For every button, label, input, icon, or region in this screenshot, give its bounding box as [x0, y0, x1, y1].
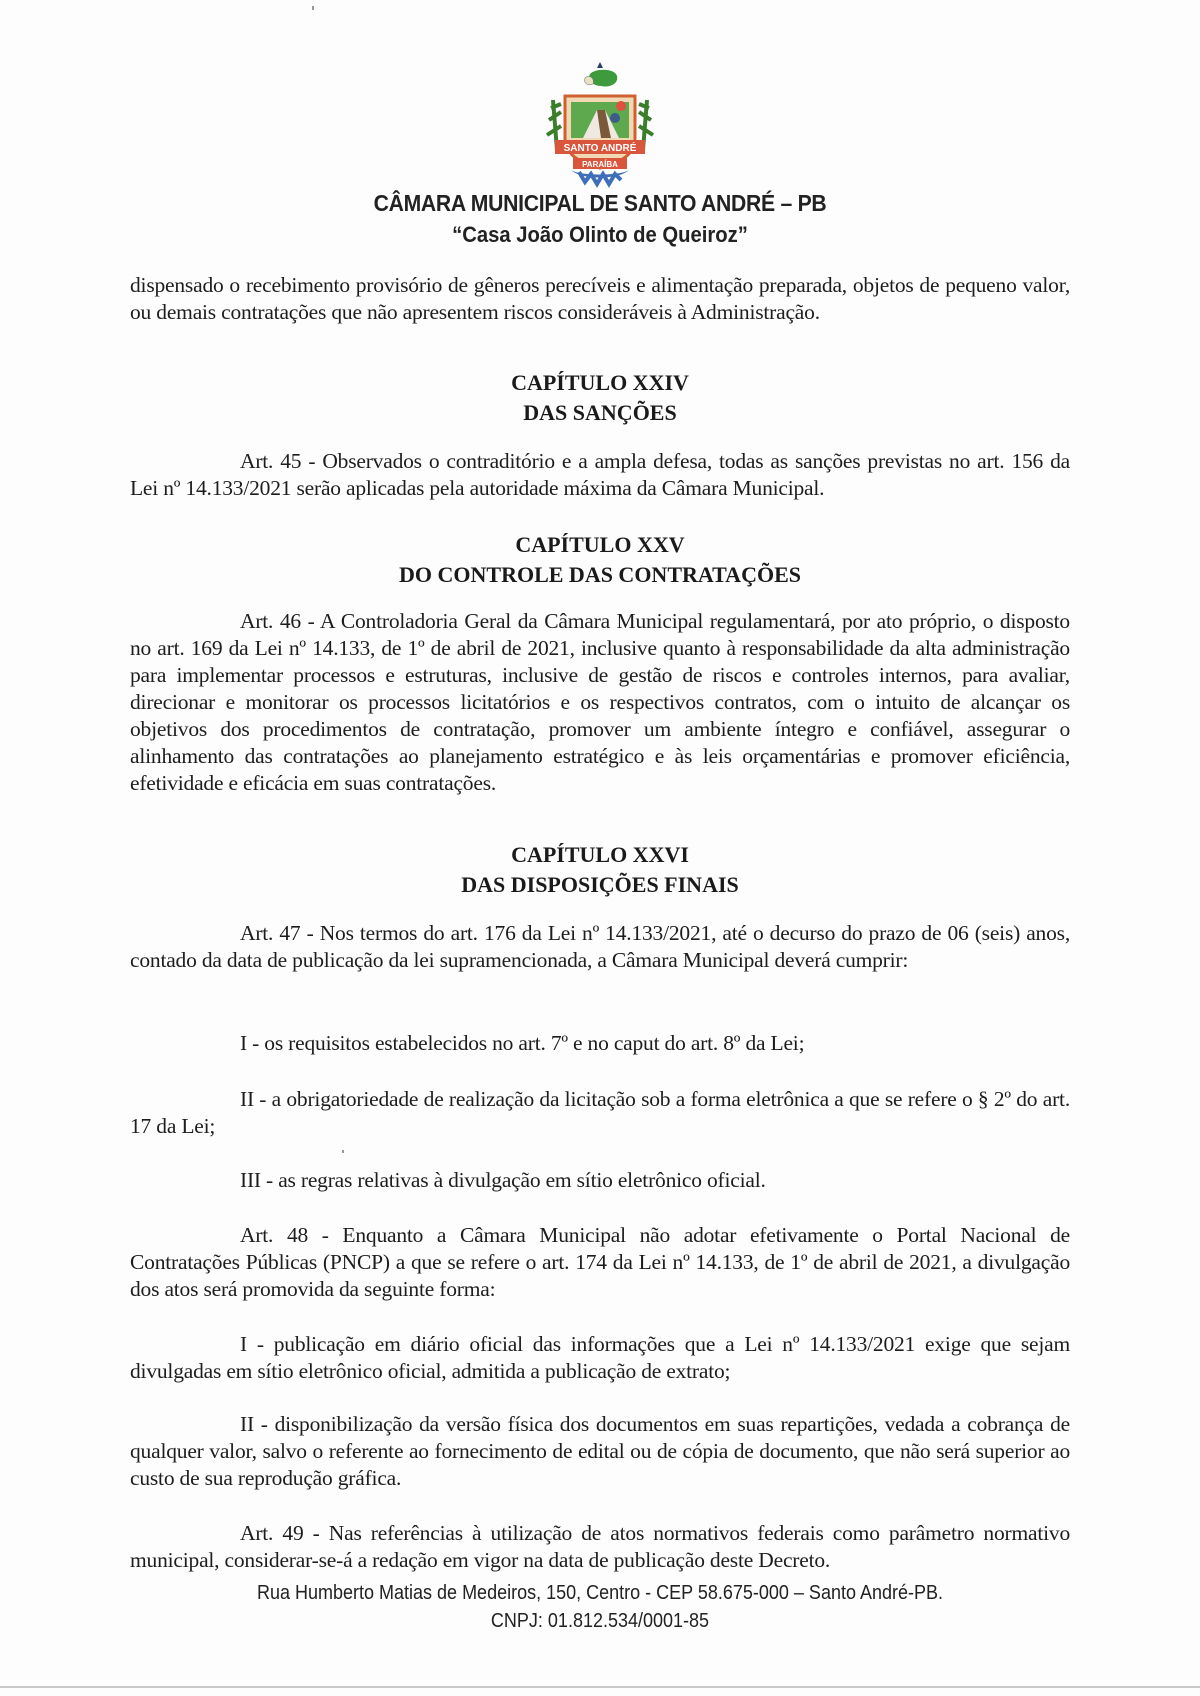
chapter-number: CAPÍTULO XXIV: [511, 370, 689, 395]
article-47: Art. 47 - Nos termos do art. 176 da Lei nº 14.133/2021, até o decurso do prazo de 06 (seis) anos, contado da data de publicação da lei supramencionada, a Câmara Municipal deverá cumprir:: [130, 921, 1070, 972]
institution-subtitle: “Casa João Olinto de Queiroz”: [452, 222, 748, 247]
institution-title: CÂMARA MUNICIPAL DE SANTO ANDRÉ – PB: [373, 190, 827, 216]
footer-cnpj: CNPJ: 01.812.534/0001-85: [490, 1610, 710, 1632]
chapter-heading: [0, 368, 1200, 428]
chapter-heading: [0, 530, 1200, 590]
article-47-item-ii: II - a obrigatoriedade de realização da licitação sob a forma eletrônica a que se refere o § 2º do art. 17 da Lei;: [130, 1087, 1070, 1138]
article-48-item-i: I - publicação em diário oficial das informações que a Lei nº 14.133/2021 exige que sejam divulgadas em sítio eletrônico oficial, admitida a publicação de extrato;: [130, 1332, 1070, 1383]
municipal-coat-of-arms-logo: [535, 60, 665, 190]
crest-banner-text: SANTO ANDRÉ: [563, 143, 637, 154]
chapter-heading: [0, 840, 1200, 900]
page-bottom-edge: [0, 1686, 1200, 1688]
article-45: Art. 45 - Observados o contraditório e a ampla defesa, todas as sanções previstas no art. 156 da Lei nº 14.133/2021 serão aplicadas pela autoridade máxima da Câmara Municipal.: [130, 449, 1070, 500]
article-48-item-ii: II - disponibilização da versão física dos documentos em suas repartições, vedada a cobrança de qualquer valor, salvo o referente ao fornecimento de edital ou de cópia de documento, que não será superior ao custo de sua reprodução gráfica.: [130, 1412, 1070, 1490]
article-46: Art. 46 - A Controladoria Geral da Câmara Municipal regulamentará, por ato próprio, o disposto no art. 169 da Lei nº 14.133, de 1º de abril de 2021, inclusive quanto à responsabilidade da alta administração para implementar processos e estruturas, inclusive de gestão de riscos e controles internos, para avaliar, direcionar e monitorar os processos licitatórios e os respectivos contratos, com o intuito de alcançar os objetivos dos procedimentos de contratação, promover um ambiente íntegro e confiável, assegurar o alinhamento das contratações ao planejamento estratégico e às leis orçamentárias e promover eficiência, efetividade e eficácia em suas contratações.: [130, 609, 1070, 795]
article-49: Art. 49 - Nas referências à utilização de atos normativos federais como parâmetro normativo municipal, considerar-se-á a redação em vigor na data de publicação deste Decreto.: [130, 1521, 1070, 1572]
article-48: Art. 48 - Enquanto a Câmara Municipal não adotar efetivamente o Portal Nacional de Contratações Públicas (PNCP) a que se refere o art. 174 da Lei nº 14.133, de 1º de abril de 2021, a divulgação dos atos será promovida da seguinte forma:: [130, 1223, 1070, 1301]
crest-state-text: PARAÍBA: [582, 160, 618, 169]
chapter-number: CAPÍTULO XXV: [515, 532, 685, 557]
scan-speck: [312, 6, 314, 10]
chapter-title: DAS SANÇÕES: [523, 400, 677, 425]
footer-address: Rua Humberto Matias de Medeiros, 150, Centro - CEP 58.675-000 – Santo André-PB.: [256, 1582, 944, 1604]
intro-paragraph: dispensado o recebimento provisório de gêneros perecíveis e alimentação preparada, objetos de pequeno valor, ou demais contratações que não apresentem riscos consideráveis à Administração.: [130, 273, 1070, 324]
chapter-title: DO CONTROLE DAS CONTRATAÇÕES: [399, 562, 801, 587]
article-47-item-iii: III - as regras relativas à divulgação em sítio eletrônico oficial.: [240, 1168, 766, 1192]
chapter-title: DAS DISPOSIÇÕES FINAIS: [461, 872, 739, 897]
scan-speck: [342, 1150, 344, 1153]
article-47-item-i: I - os requisitos estabelecidos no art. 7º e no caput do art. 8º da Lei;: [240, 1031, 805, 1055]
chapter-number: CAPÍTULO XXVI: [511, 842, 689, 867]
